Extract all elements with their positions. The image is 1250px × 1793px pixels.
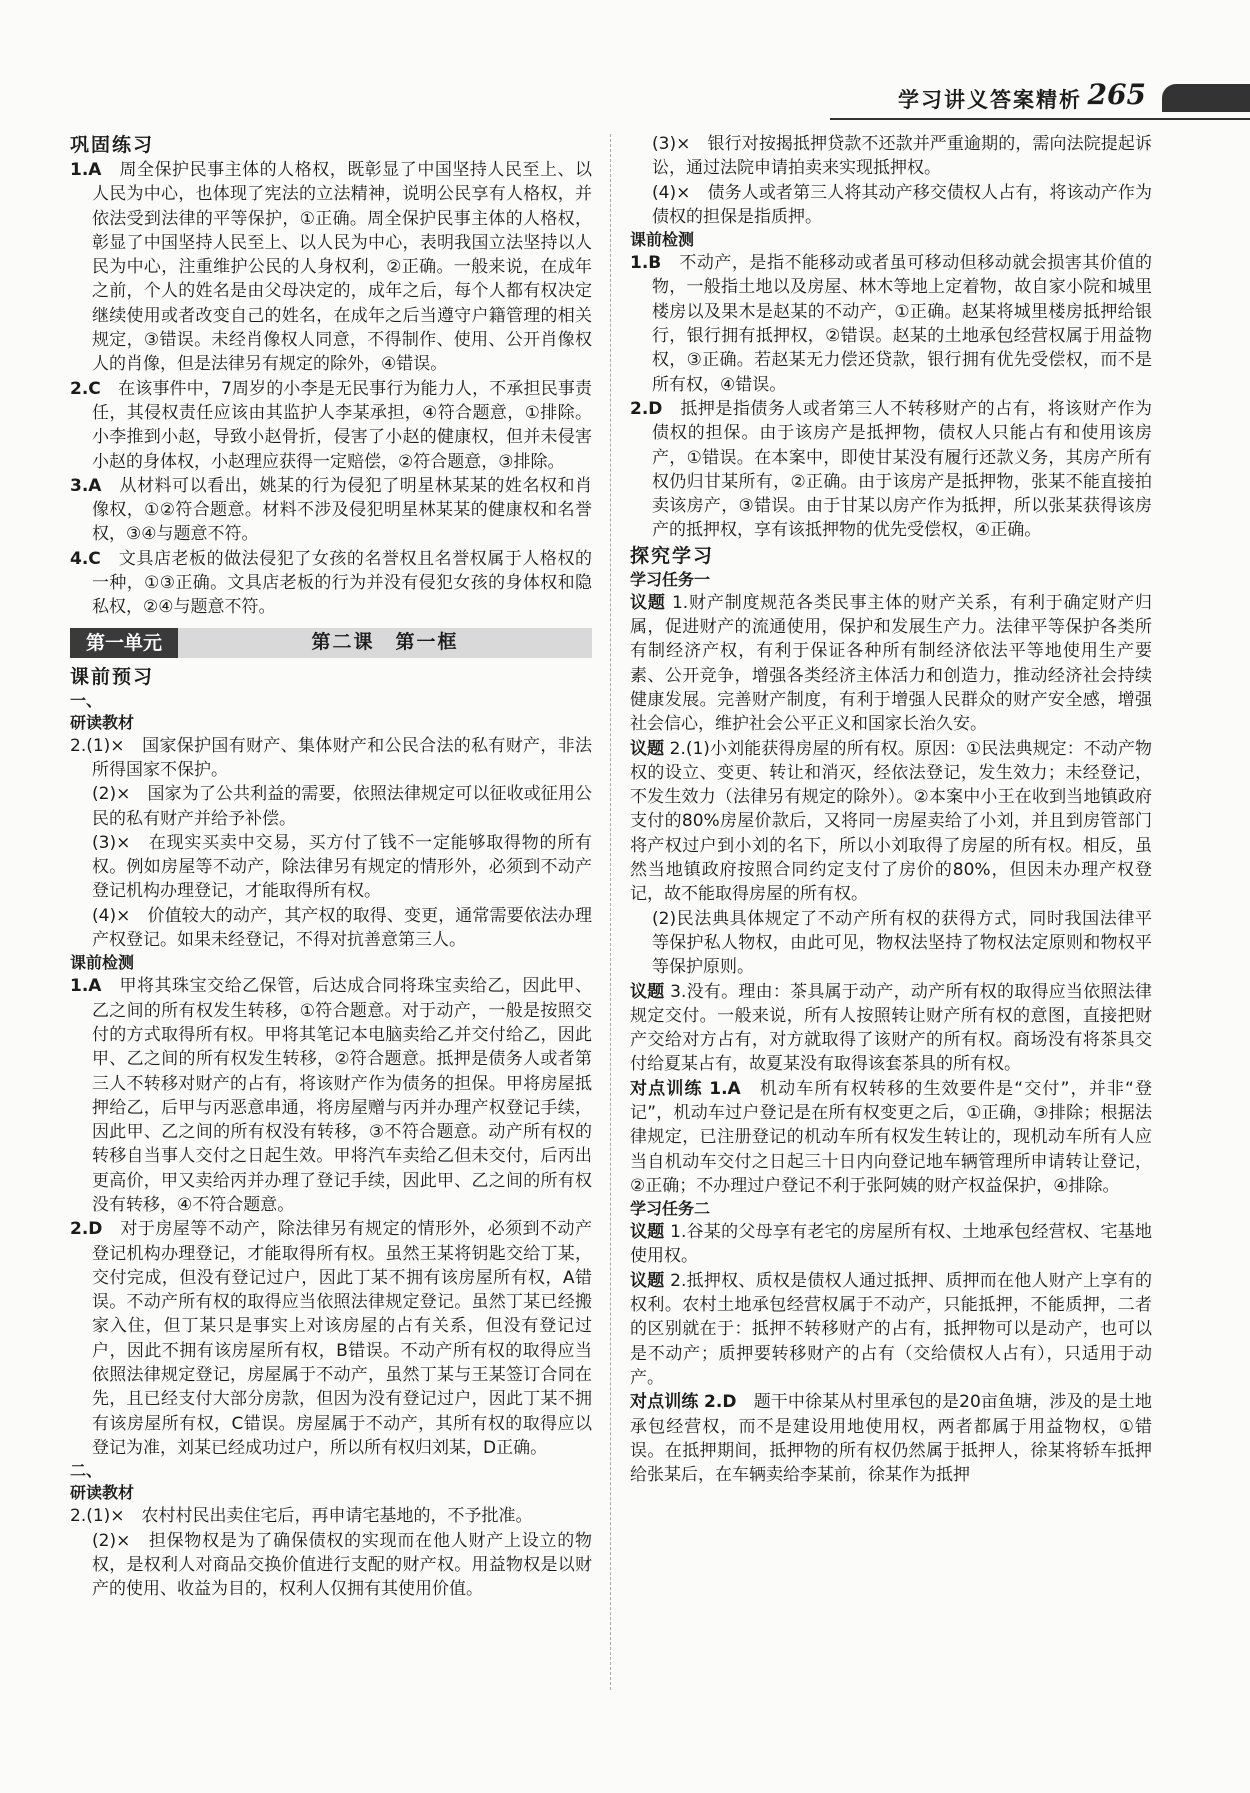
answer-item: 1.A 甲将其珠宝交给乙保管，后达成合同将珠宝卖给乙，因此甲、乙之间的所有权发生转移，①符合题意。对于动产，一般是按照交付的方式取得所有权。甲将其笔记本电脑卖给乙并交付给乙，因此甲、乙之间的所有权发生转移，②符合题意。抵押是债务人或者第三人不转移对财产的占有，将该财产作为债务的担保。甲将房屋抵押给乙，后甲与丙恶意串通，将房屋赠与丙并办理产权登记手续，因此甲、乙之间的所有权没有转移，③不符合题意。动产所有权的转移自当事人交付之日起生效。甲将汽车卖给乙但未交付，后丙出更高价，甲又卖给丙并办理了登记手续，因此甲、乙之间的所有权没有转移，④不符合题意。 (70, 976, 593, 1215)
answer-item: 议题 1.财产制度规范各类民事主体的财产关系，有利于确定财产归属，促进财产的流通使用，保护和发展生产力。法律平等保护各类所有制经济产权，有利于保证各种所有制经济依法平等地使用生产要素、公开竞争，增强各类经济主体活力和创造力，推动经济社会持续健康发展。完善财产制度，有利于增强人民群众的财产安全感，增强社会信心，维护社会公平正义和国家长治久安。 (630, 592, 1153, 735)
answer-item: 1.A 周全保护民事主体的人格权，既彰显了中国坚持人民至上、以人民为中心，也体现了宪法的立法精神，说明公民享有人格权，并依法受到法律的平等保护，①正确。周全保护民事主体的人格权，彰显了中国坚持人民至上、以人民为中心，表明我国立法坚持以人民为中心，注重维护公民的人身权利，②正确。一般来说，在成年之前，个人的姓名是由父母决定的，成年之后，每个人都有权决定继续使用或者改变自己的姓名，在成年之后当遵守户籍管理的相关规定，③错误。未经肖像权人同意，不得制作、使用、公开肖像权人的肖像，但是法律另有规定的除外，④错误。 (70, 160, 593, 375)
answer-item: (2)民法典具体规定了不动产所有权的获得方式，同时我国法律平等保护私人物权，由此可见，物权法坚持了物权法定原则和物权平等保护原则。 (652, 908, 1152, 978)
subsection-heading: 研读教材 (70, 1483, 135, 1503)
section-title-preview: 课前预习 (70, 665, 155, 688)
task-heading: 学习任务一 (630, 569, 711, 589)
answer-item: 2.(1)× 农村村民出卖住宅后，再申请宅基地的，不予批准。 (70, 1506, 533, 1527)
answer-item: 3.A 从材料可以看出，姚某的行为侵犯了明星林某某的姓名权和肖像权，①②符合题意。材料不涉及侵犯明星林某某的健康权和名誉权，③④与题意不符。 (70, 475, 593, 545)
answer-item: 2.D 对于房屋等不动产，除法律另有规定的情形外，必须到不动产登记机构办理登记，才能取得所有权。虽然王某将钥匙交给丁某，交付完成，但没有登记过户，因此丁某不拥有该房屋所有权，A错误。不动产所有权的取得应当依照法律规定登记。虽然丁某已经搬家入住，但丁某只是事实上对该房屋的占有关系，但没有登记过户，因此不拥有该房屋所有权，B错误。不动产所有权的取得应当依照法律规定登记，房屋属于不动产，虽然丁某与王某签订合同在先，且已经支付大部分房款，但因为没有登记过户，因此丁某不拥有该房屋所有权，C错误。房屋属于不动产，其所有权的取得应以登记为准，刘某已经成功过户，所以所有权归刘某，D正确。 (70, 1219, 593, 1458)
answer-item: 对点训练 1.A 机动车所有权转移的生效要件是“交付”，并非“登记”，机动车过户登记是在所有权变更之后，①正确，③排除；根据法律规定，已注册登记的机动车所有权发生转让的，现机动车所有人应当自机动车交付之日起三十日内向登记地车辆管理所申请转让登记，②正确；不办理过户登记不利于张阿姨的财产权益保护，④排除。 (630, 1078, 1153, 1196)
answer-item: 2.D 抵押是指债务人或者第三人不转移财产的占有，将该财产作为债权的担保。由于该房产是抵押物，债权人只能占有和使用该房产，①错误。在本案中，即使甘某没有履行还款义务，其房产所有权仍归甘某所有，②正确。由于该房产是抵押物，张某不能直接拍卖该房产，③错误。由于甘某以房产作为抵押，所以张某获得该房产的抵押权，享有该抵押物的优先受偿权，④正确。 (630, 398, 1153, 541)
answer-item: (2)× 国家为了公共利益的需要，依照法律规定可以征收或征用公民的私有财产并给予补偿。 (92, 784, 592, 829)
subsection-heading: 课前检测 (630, 230, 695, 250)
header-title: 学习讲义答案精析 (898, 88, 1082, 112)
answer-item: (2)× 担保物权是为了确保债权的实现而在他人财产上设立的物权，是权利人对商品交换价值进行支配的财产权。用益物权是以财产的使用、收益为目的，权利人仅拥有其使用价值。 (92, 1530, 592, 1600)
section-title-explore: 探究学习 (630, 544, 715, 567)
right-column (630, 132, 1152, 1487)
task-heading: 学习任务二 (630, 1199, 711, 1219)
answer-item: 议题 2.(1)小刘能获得房屋的所有权。原因：①民法典规定：不动产物权的设立、变更、转让和消灭，经依法登记，发生效力；未经登记，不发生效力（法律另有规定的除外）。②本案中小王在收到当地镇政府支付的80%房屋价款后，又将同一房屋卖给了小刘，并且到房管部门将产权过户到小刘的名下，所以小刘取得了房屋的所有权。相反，虽然当地镇政府按照合同约定支付了房价的80%，但因未办理产权登记，故不能取得房屋的所有权。 (630, 738, 1153, 905)
answer-item: (4)× 债务人或者第三人将其动产移交债权人占有，将该动产作为债权的担保是指质押。 (652, 182, 1152, 227)
header-rule (830, 118, 1250, 120)
unit-label: 第一单元 (70, 628, 178, 658)
lesson-title: 第二课 第一框 (311, 631, 459, 654)
answer-item: 2.(1)× 国家保护国有财产、集体财产和公民合法的私有财产，非法所得国家不保护。 (70, 735, 592, 780)
part-heading: 一、 (70, 690, 103, 710)
answer-item: (3)× 银行对按揭抵押贷款不还款并严重逾期的，需向法院提起诉讼，通过法院申请拍卖来实现抵押权。 (652, 134, 1152, 179)
answer-item: 1.B 不动产，是指不能移动或者虽可移动但移动就会损害其价值的物，一般指土地以及房屋、林木等地上定着物，故自家小院和城里楼房以及果木是赵某的不动产，①正确。赵某将城里楼房抵押给银行，银行拥有抵押权，②错误。赵某的土地承包经营权属于用益物权，③正确。若赵某无力偿还贷款，银行拥有优先受偿权，而不是所有权，④错误。 (630, 253, 1153, 395)
left-column (70, 132, 592, 1601)
answer-item: 议题 2.抵押权、质权是债权人通过抵押、质押而在他人财产上享有的权利。农村土地承包经营权属于不动产，只能抵押，不能质押，二者的区别就在于：抵押不转移财产的占有，抵押物可以是动产，也可以是不动产；质押要转移财产的占有（交给债权人占有），只适用于动产。 (630, 1270, 1153, 1388)
answer-item: 对点训练 2.D 题干中徐某从村里承包的是20亩鱼塘，涉及的是土地承包经营权，而不是建设用地使用权，两者都属于用益物权，①错误。在抵押期间，抵押物的所有权仍然属于抵押人，徐某将轿车抵押给张某后，在车辆卖给李某前，徐某作为抵押 (630, 1392, 1153, 1486)
subsection-heading: 研读教材 (70, 712, 135, 732)
answer-item: 议题 1.谷某的父母享有老宅的房屋所有权、土地承包经营权、宅基地使用权。 (630, 1222, 1153, 1267)
unit-banner (70, 628, 592, 658)
page-header (830, 78, 1250, 116)
column-divider (610, 134, 611, 1690)
subsection-heading: 课前检测 (70, 953, 135, 973)
answer-item: (4)× 价值较大的动产，其产权的取得、变更，通常需要依法办理产权登记。如果未经登记，不得对抗善意第三人。 (92, 905, 592, 951)
part-heading: 二、 (70, 1461, 103, 1481)
answer-item: (3)× 在现实买卖中交易，买方付了钱不一定能够取得物的所有权。例如房屋等不动产，除法律另有规定的情形外，必须到不动产登记机构办理登记，才能取得所有权。 (92, 832, 592, 902)
answer-item: 4.C 文具店老板的做法侵犯了女孩的名誉权且名誉权属于人格权的一种，①③正确。文具店老板的行为并没有侵犯女孩的身体权和隐私权，②④与题意不符。 (70, 548, 593, 618)
answer-item: 2.C 在该事件中，7周岁的小李是无民事行为能力人，不承担民事责任，其侵权责任应该由其监护人李某承担，④符合题意，①排除。小李推到小赵，导致小赵骨折，侵害了小赵的健康权，但并未侵害小赵的身体权，小赵理应获得一定赔偿，②符合题意，③排除。 (70, 378, 592, 472)
answer-item: 议题 3.没有。理由：茶具属于动产，动产所有权的取得应当依照法律规定交付。一般来说，所有人按照转让财产所有权的意图，直接把财产交给对方占有，对方就取得了该财产的所有权。商场没有将茶具交付给夏某占有，故夏某没有取得该套茶具的所有权。 (630, 981, 1153, 1075)
header-tab-decoration (1162, 84, 1250, 112)
section-title-consolidation: 巩固练习 (70, 134, 155, 156)
page-number: 265 (1087, 78, 1146, 111)
